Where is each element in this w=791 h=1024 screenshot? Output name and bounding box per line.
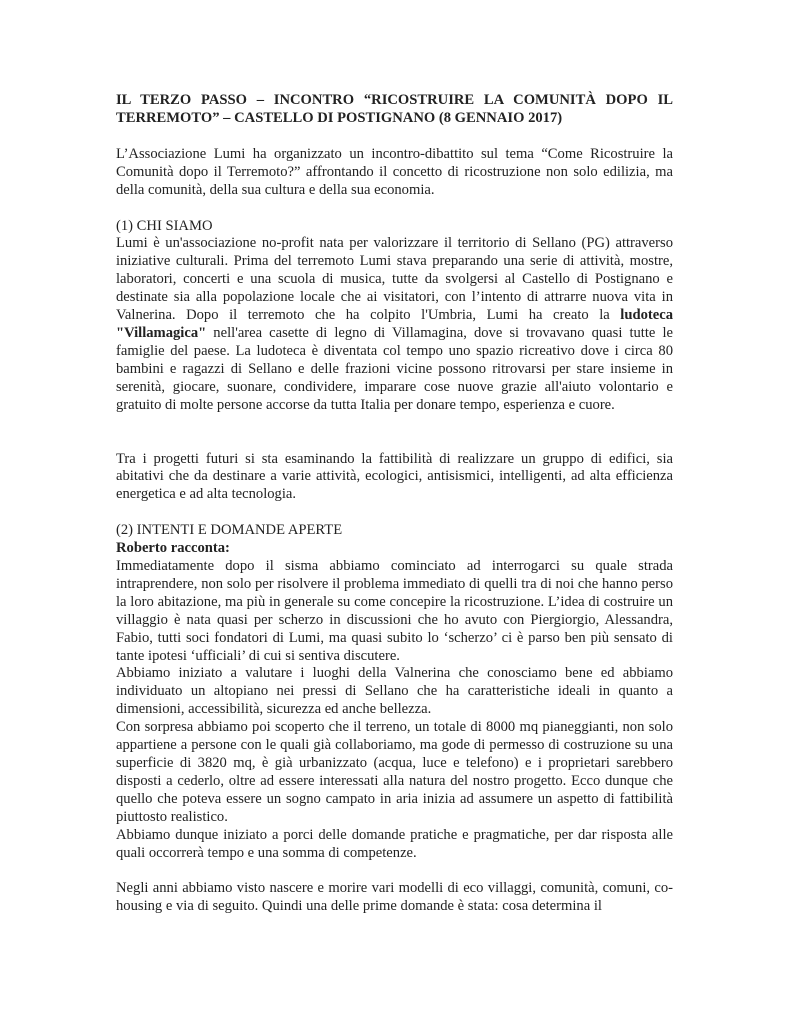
spacer — [116, 200, 673, 218]
future-projects-paragraph: Tra i progetti futuri si sta esaminando la fattibilità di realizzare un gruppo di edifici, sia abitativi che da destinare a varie attività, ecologici, antisismici, intelligenti, ad alta efficienza energetica e ad alta tecnologia. — [116, 450, 673, 503]
chi-siamo-text-before: Lumi è un'associazione no-profit nata per valorizzare il territorio di Sellano (PG) attraverso iniziative culturali. Prima del terremoto Lumi stava preparando una serie di attività, mostre, laboratori, concerti e una scuola di musica, tutte da svolgersi al Castello di Postignano e destinate sia alla popolazione locale che ai visitatori, con l’intento di attrarre nuova vita in Valnerina. Dopo il terremoto che ha colpito l'Umbria, Lumi ha creato la — [116, 235, 673, 324]
section-heading-intenti: (2) INTENTI E DOMANDE APERTE — [116, 522, 343, 539]
intenti-paragraph-5: Negli anni abbiamo visto nascere e morire vari modelli di eco villaggi, comunità, comuni, co-housing e via di seguito. Quindi una delle prime domande è stata: cosa determina il — [116, 880, 673, 915]
speaker-name: Roberto racconta: — [116, 540, 230, 557]
intro-paragraph: L’Associazione Lumi ha organizzato un incontro-dibattito sul tema “Come Ricostruire la Comunità dopo il Terremoto?” affrontando il concetto di ricostruzione non solo edilizia, ma della comunità, della sua cultura e della sua economia. — [116, 145, 673, 198]
intenti-paragraph-2: Abbiamo iniziato a valutare i luoghi della Valnerina che conosciamo bene ed abbiamo individuato un altopiano nei pressi di Sellano che ha caratteristiche ideali in quanto a dimensioni, accessibilità, sicurezza ed anche bellezza. — [116, 665, 673, 718]
chi-siamo-paragraph — [116, 235, 673, 414]
section-heading-chi-siamo: (1) CHI SIAMO — [116, 217, 213, 234]
document-title: IL TERZO PASSO – INCONTRO “RICOSTRUIRE LA COMUNITÀ DOPO IL TERREMOTO” – CASTELLO DI POSTIGNANO (8 GENNAIO 2017) — [116, 92, 673, 126]
intenti-paragraph-4: Abbiamo dunque iniziato a porci delle domande pratiche e pragmatiche, per dar risposta alle quali occorrerà tempo e una somma di competenze. — [116, 826, 673, 861]
ludoteca-name: ludoteca "Villamagica" — [116, 307, 673, 341]
document-page — [116, 92, 673, 916]
spacer — [116, 862, 673, 880]
spacer — [116, 504, 673, 522]
intenti-paragraph-1: Immediatamente dopo il sisma abbiamo cominciato ad interrogarci su quale strada intraprendere, non solo per risolvere il problema immediato di quelli tra di noi che hanno perso la loro abitazione, ma più in generale su come concepire la ricostruzione. L’idea di costruire un villaggio è nata quasi per scherzo in discussioni che ho avuto con Piergiorgio, Alessandra, Fabio, tutti soci fondatori di Lumi, ma quasi subito lo ‘scherzo’ ci è parso ben più sensato di tante ipotesi ‘ufficiali’ di cui si sentiva discutere. — [116, 558, 673, 664]
intenti-paragraph-3: Con sorpresa abbiamo poi scoperto che il terreno, un totale di 8000 mq pianeggianti, non solo appartiene a persone con le quali già collaboriamo, ma gode di permesso di costruzione su una superficie di 3820 mq, è già urbanizzato (acqua, luce e telefono) e i proprietari sarebbero disposti a cederlo, oltre ad essere interessati alla natura del nostro progetto. Ecco dunque che quello che poteva essere un sogno campato in aria inizia ad assumere un aspetto di fattibilità piuttosto realistico. — [116, 719, 673, 825]
speaker-label — [116, 540, 673, 558]
chi-siamo-text-after: nell'area casette di legno di Villamagina, dove si trovavano quasi tutte le famiglie del paese. La ludoteca è diventata col tempo uno spazio ricreativo dove i circa 80 bambini e ragazzi di Sellano e delle frazioni vicine possono ritrovarsi per stare insieme in serenità, giocare, suonare, condividere, imparare cose nuove grazie all'aiuto volontario e gratuito di molte persone accorse da tutta Italia per donare tempo, esperienza e cuore. — [116, 324, 673, 413]
spacer — [116, 415, 673, 451]
